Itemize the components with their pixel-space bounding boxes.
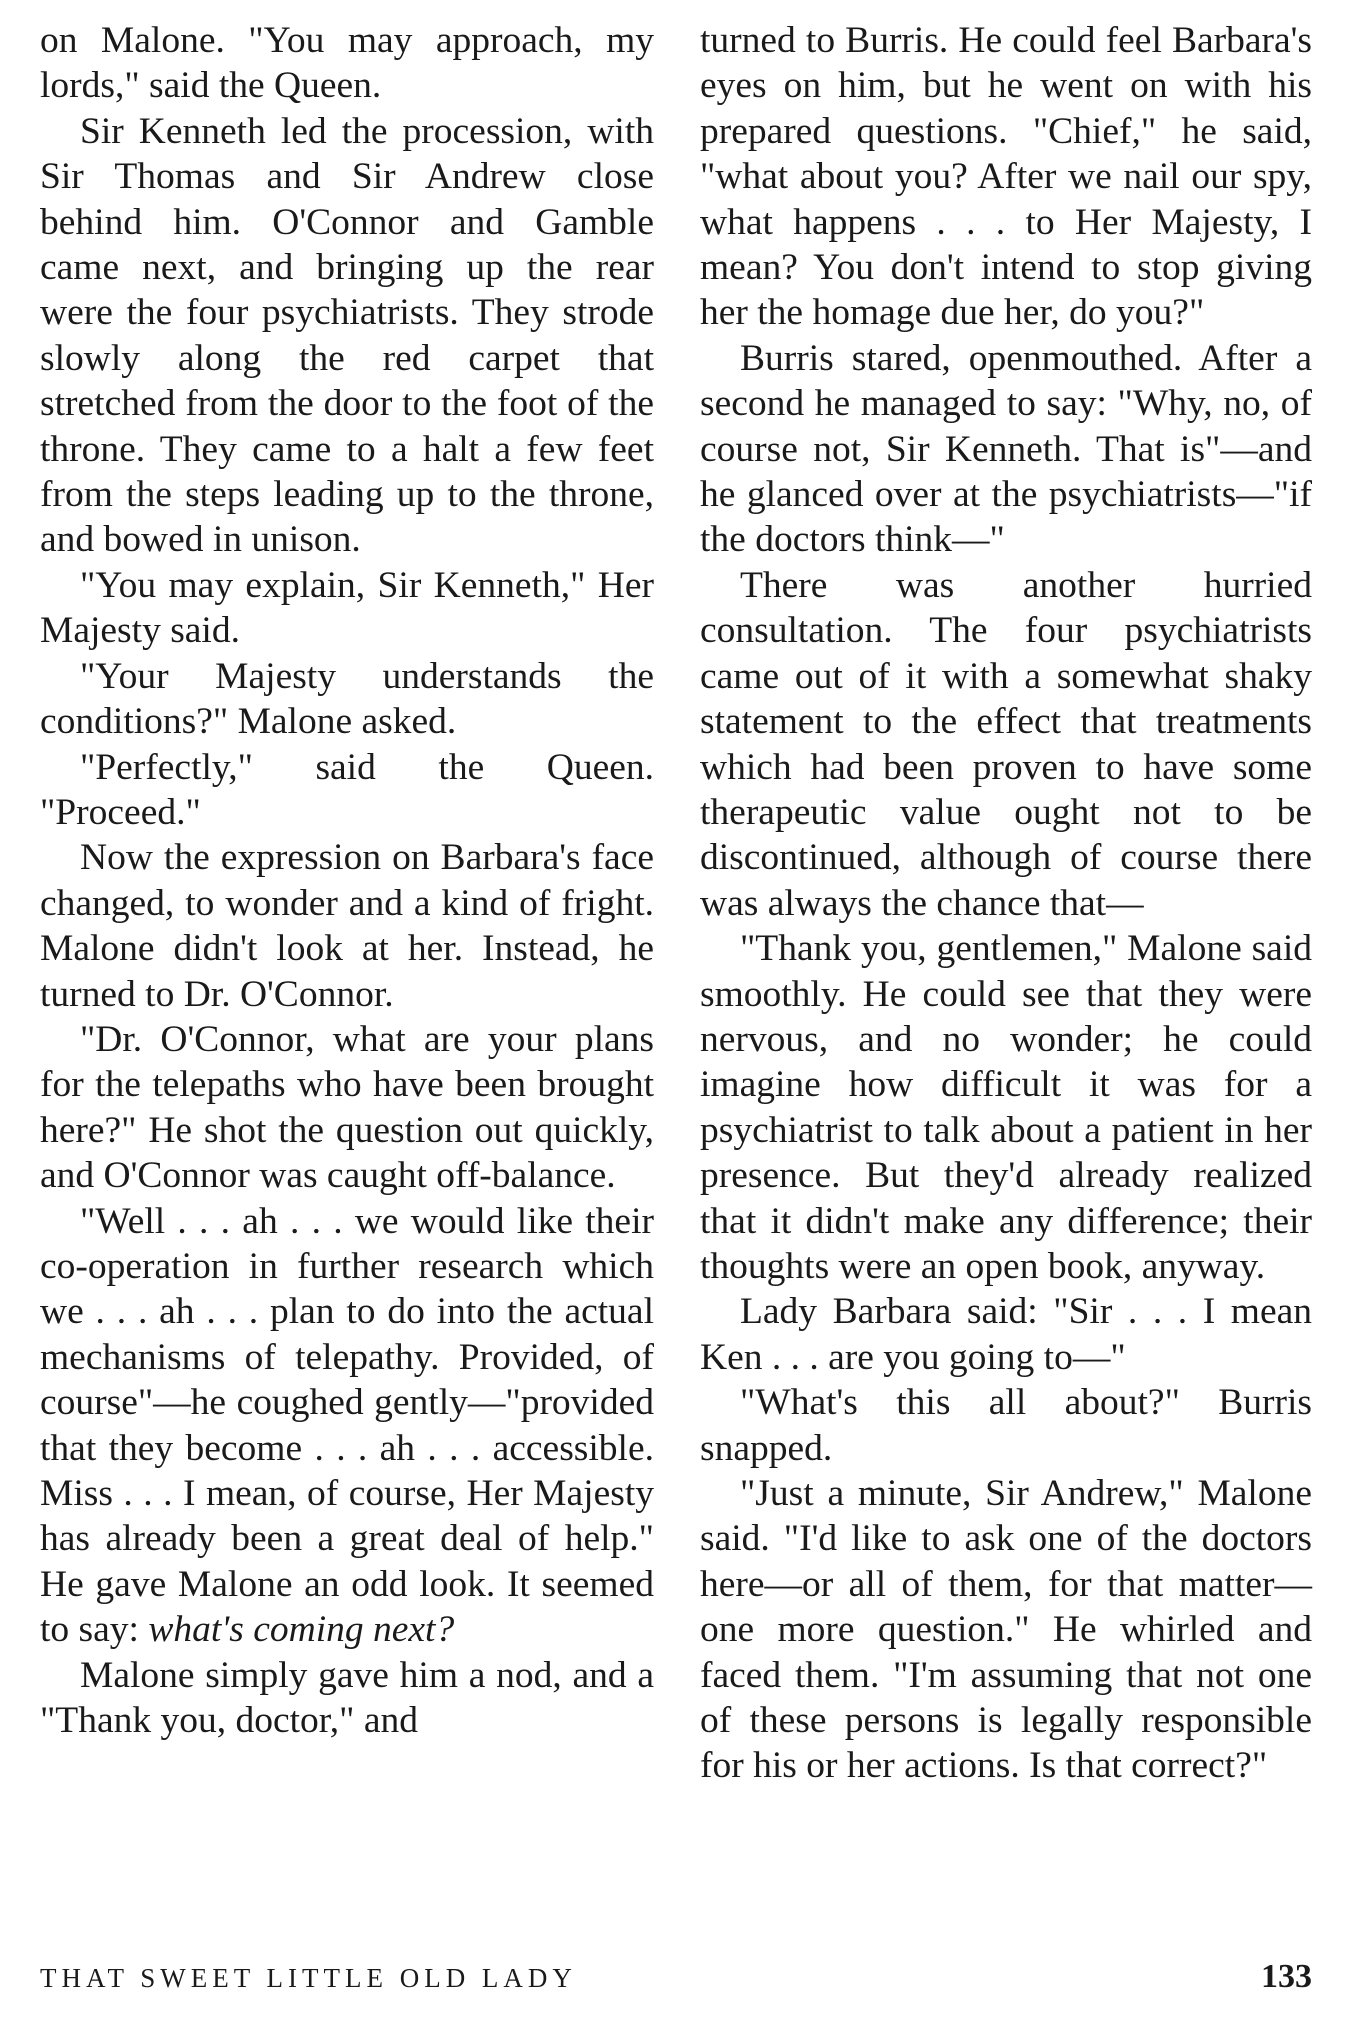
paragraph: "Dr. O'Connor, what are your plans for the telepaths who have been brought here?" He shot the question out quickly, and O'Connor was caught off-balance. bbox=[40, 1018, 654, 1197]
running-head: THAT SWEET LITTLE OLD LADY bbox=[40, 1963, 577, 1993]
paragraph: "Perfectly," said the Queen. "Proceed." bbox=[40, 746, 654, 833]
paragraph: "What's this all about?" Burris snapped. bbox=[700, 1382, 1312, 1469]
paragraph: "Just a minute, Sir Andrew," Malone said. "I'd like to ask one of the doctors here—or all of them, for that matter—one more question." He whirled and faced them. "I'm assuming that not one of these persons is legally responsible for his or her actions. Is that correct?" bbox=[700, 1473, 1312, 1787]
right-column bbox=[700, 18, 1312, 1789]
paragraph-text: "Well . . . ah . . . we would like their co-operation in further research which we . . . ah . . . plan to do into the actual mechanisms of telepathy. Provided, of course"—he coughed gently—"provided that they become . . . ah . . . accessible. Miss . . . I mean, of course, Her Majesty has already been a great deal of help." He gave Malone an odd look. It seemed to say: bbox=[40, 1200, 654, 1651]
paragraph bbox=[40, 1199, 654, 1653]
paragraph: "Your Majesty understands the conditions?" Malone asked. bbox=[40, 655, 654, 743]
page-footer bbox=[40, 1958, 1312, 1996]
paragraph: Lady Barbara said: "Sir . . . I mean Ken . . . are you going to—" bbox=[700, 1291, 1312, 1378]
paragraph: Now the expression on Barbara's face changed, to wonder and a kind of fright. Malone didn't look at her. Instead, he turned to Dr. O'Connor. bbox=[40, 837, 654, 1015]
paragraph: There was another hurried consultation. The four psychiatrists came out of it with a somewhat shaky statement to the effect that treatments which had been proven to have some therapeutic value ought not to be discontinued, although of course there was always the chance that— bbox=[700, 564, 1312, 924]
paragraph: "You may explain, Sir Kenneth," Her Majesty said. bbox=[40, 564, 654, 652]
italic-phrase: what's coming next? bbox=[148, 1609, 455, 1651]
left-column bbox=[40, 18, 654, 1743]
page-number: 133 bbox=[1261, 1958, 1312, 1995]
paragraph: turned to Burris. He could feel Barbara's eyes on him, but he went on with his prepared questions. "Chief," he said, "what about you? After we nail our spy, what happens . . . to Her Majesty, I mean? You don't intend to stop giving her the homage due her, do you?" bbox=[700, 20, 1312, 334]
paragraph: "Thank you, gentlemen," Malone said smoothly. He could see that they were nervous, and no wonder; he could imagine how difficult it was for a psychiatrist to talk about a patient in her presence. But they'd already realized that it didn't make any difference; their thoughts were an open book, anyway. bbox=[700, 928, 1312, 1287]
paragraph: Sir Kenneth led the procession, with Sir Thomas and Sir Andrew close behind him. O'Connor and Gamble came next, and bringing up the rear were the four psychiatrists. They strode slowly along the red carpet that stretched from the door to the foot of the throne. They came to a halt a few feet from the steps leading up to the throne, and bowed in unison. bbox=[40, 110, 654, 561]
paragraph: Burris stared, openmouthed. After a second he managed to say: "Why, no, of course not, Sir Kenneth. That is"—and he glanced over at the psychiatrists—"if the doctors think—" bbox=[700, 337, 1312, 561]
paragraph: Malone simply gave him a nod, and a "Thank you, doctor," and bbox=[40, 1654, 654, 1742]
paragraph: on Malone. "You may approach, my lords," said the Queen. bbox=[40, 20, 654, 107]
